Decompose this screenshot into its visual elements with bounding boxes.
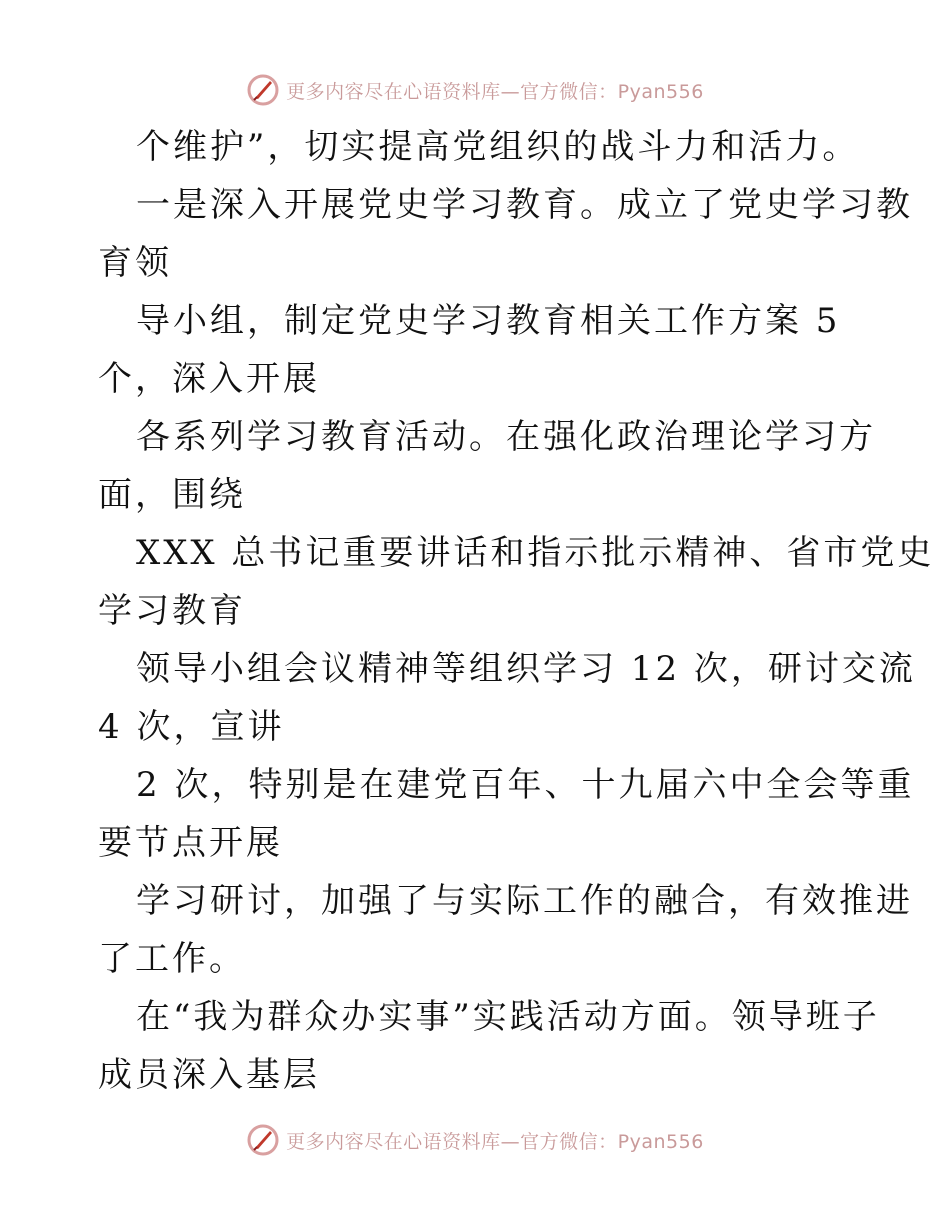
text-line: 导小组，制定党史学习教育相关工作方案 5: [136, 301, 841, 341]
watermark-text: 更多内容尽在心语资料库—官方微信：Pyan556: [286, 1130, 704, 1153]
text-line: 2 次，特别是在建党百年、十九届六中全会等重: [136, 765, 915, 805]
text-line: 领导小组会议精神等组织学习 12 次，研讨交流: [136, 649, 916, 689]
header-watermark: [0, 70, 950, 110]
text-line: XXX 总书记重要讲话和指示批示精神、省市党史: [136, 533, 935, 573]
text-line: 个维护”，切实提高党组织的战斗力和活力。: [136, 127, 860, 167]
body-text: [98, 118, 935, 1104]
text-line: 成员深入基层: [98, 1055, 320, 1095]
watermark-text: 更多内容尽在心语资料库—官方微信：Pyan556: [286, 80, 704, 103]
text-line: 在“我为群众办实事”实践活动方面。领导班子: [136, 997, 880, 1037]
text-line: 要节点开展: [98, 823, 283, 863]
text-line: 面，围绕: [98, 475, 246, 515]
quill-logo-icon: [246, 1123, 280, 1157]
text-line: 育领: [98, 243, 172, 283]
text-line: 学习教育: [98, 591, 246, 631]
text-line: 学习研讨，加强了与实际工作的融合，有效推进: [136, 881, 913, 921]
text-line: 了工作。: [98, 939, 246, 979]
quill-logo-icon: [246, 73, 280, 107]
text-line: 个，深入开展: [98, 359, 320, 399]
footer-watermark: [0, 1120, 950, 1160]
text-line: 各系列学习教育活动。在强化政治理论学习方: [136, 417, 876, 457]
text-line: 一是深入开展党史学习教育。成立了党史学习教: [136, 185, 913, 225]
text-line: 4 次，宣讲: [98, 707, 285, 747]
